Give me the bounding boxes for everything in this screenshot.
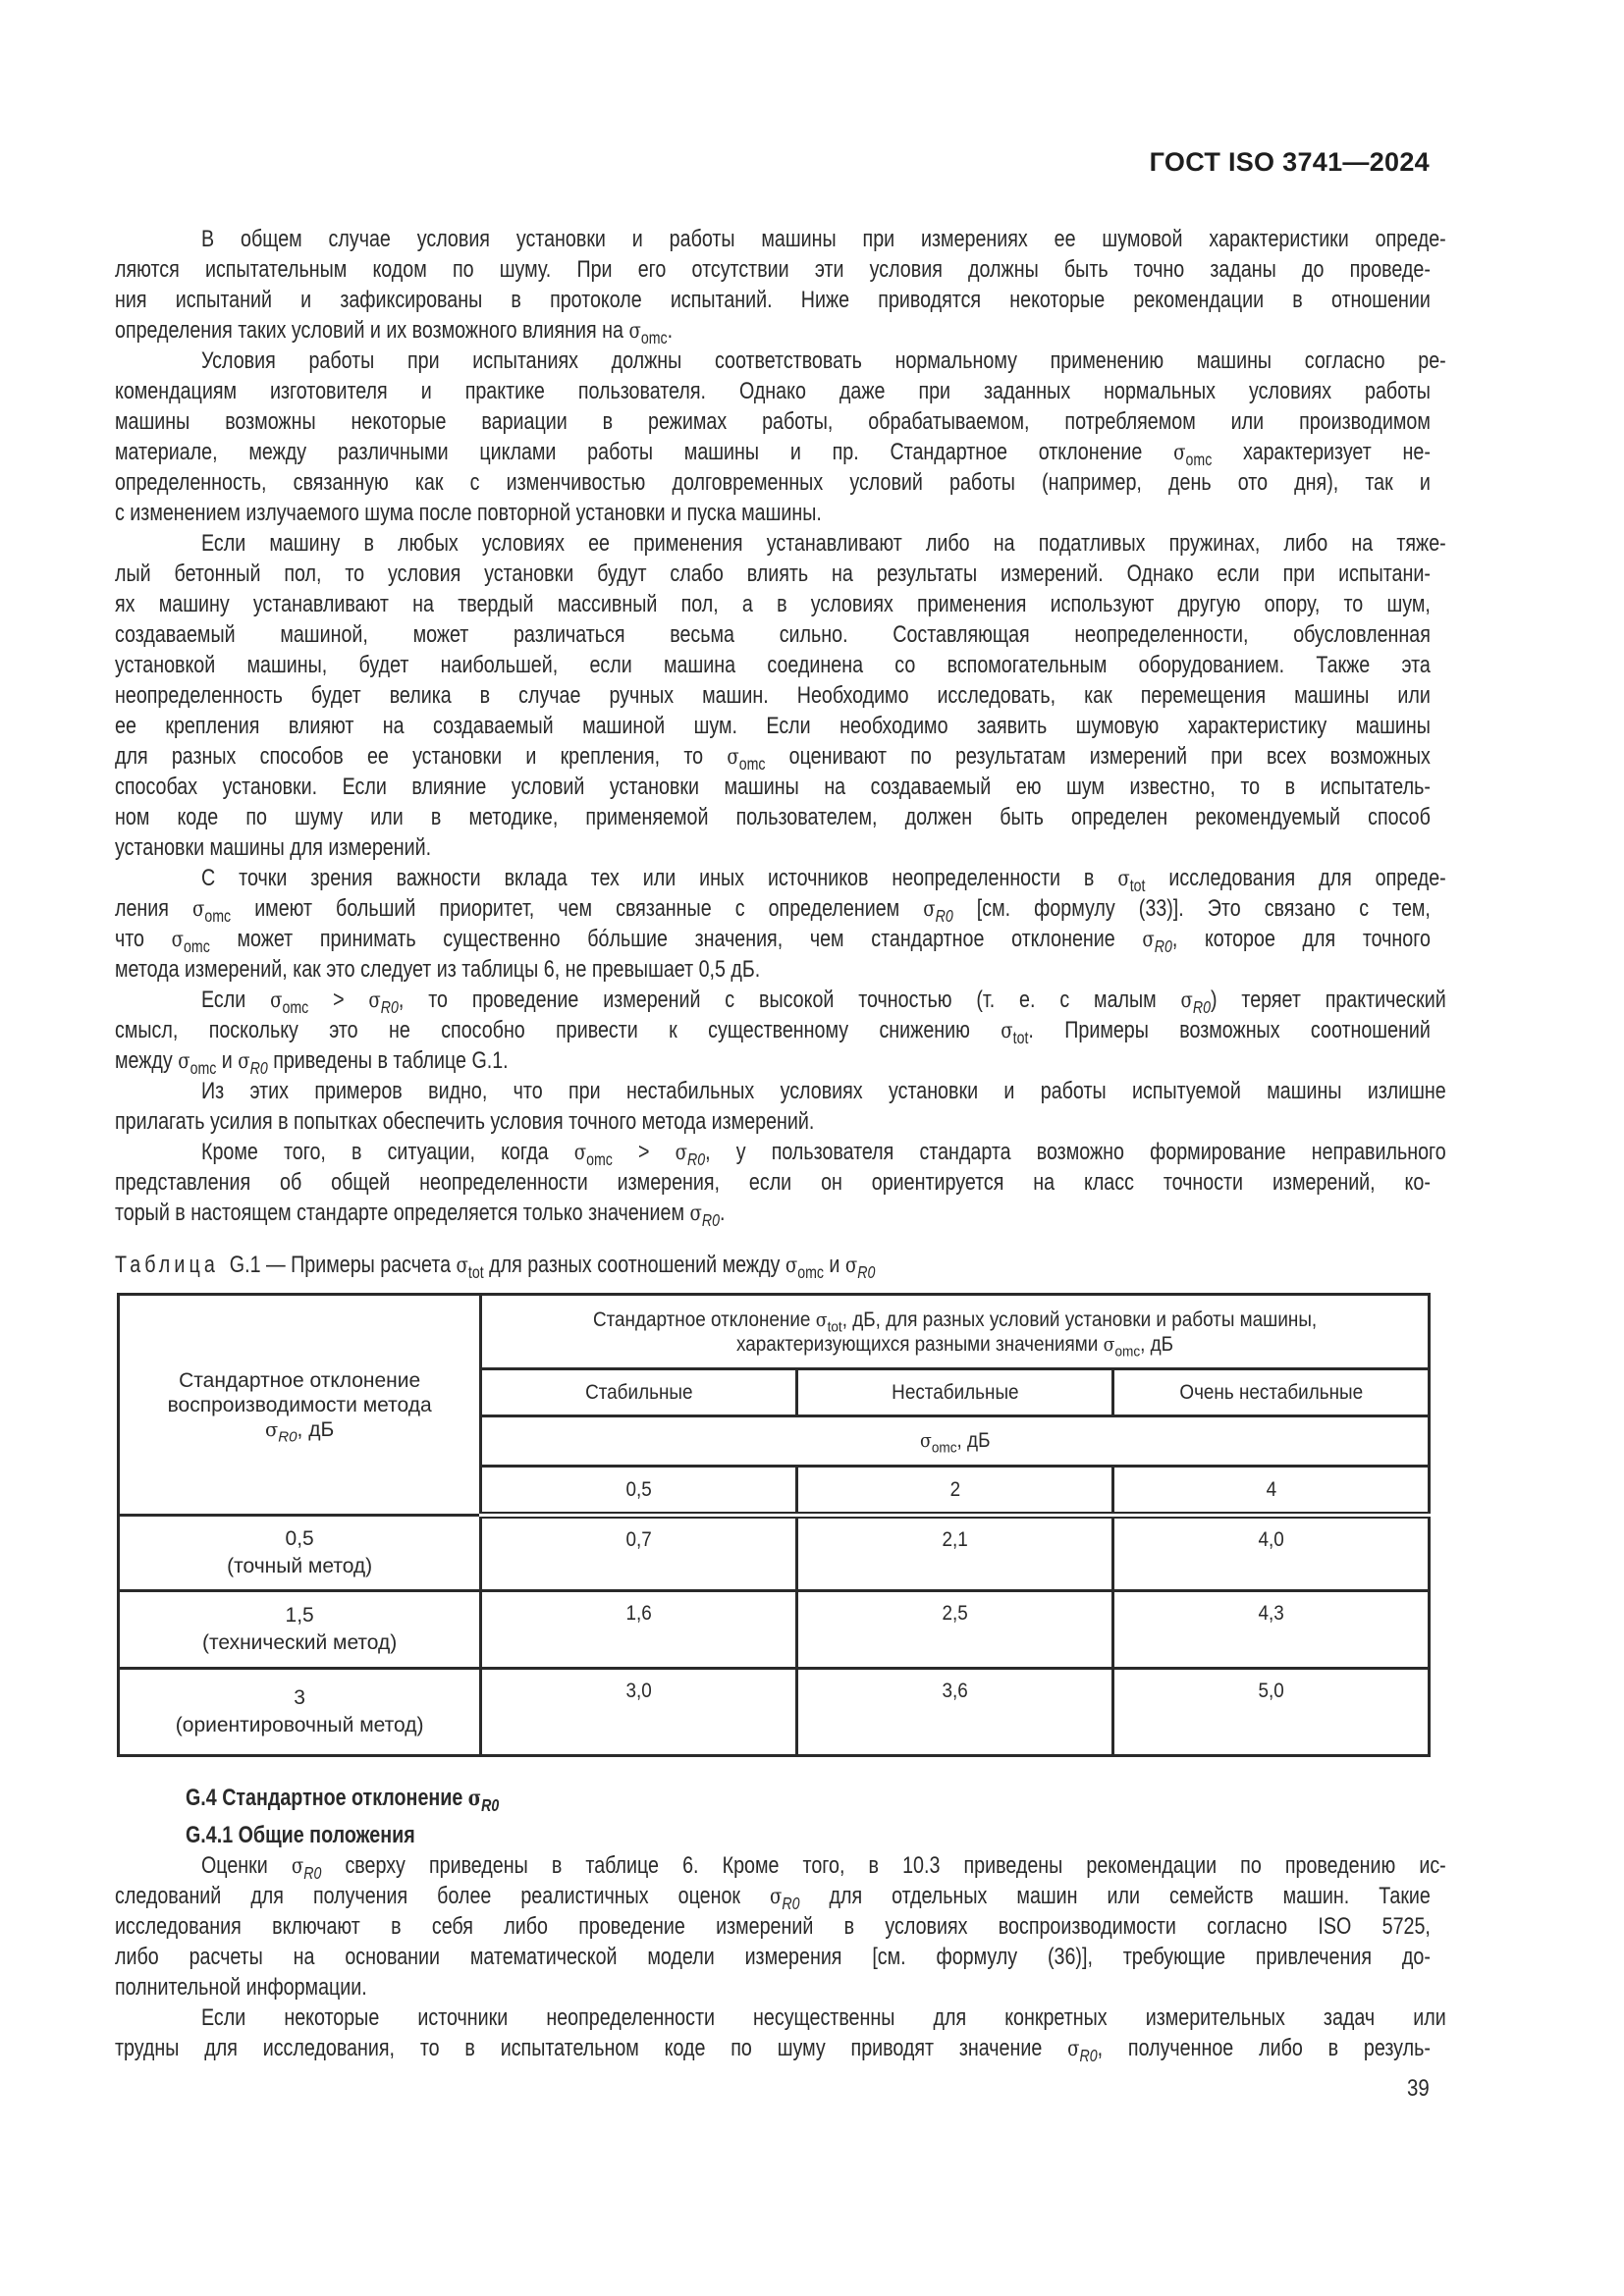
- text-line: материале, между различными циклами работы машины и пр. Стандартное отклонение $\sigma_{omc}$ характеризует не-: [115, 439, 1431, 470]
- group-header: Стандартное отклонение $\sigma_{tot}$, дБ, для разных условий установки и работы машины, характеризующихся разными значениями $\sigma_{omc}$, дБ: [481, 1295, 1430, 1369]
- table-cell: 4,0: [1112, 1516, 1429, 1591]
- omc-value: 2: [797, 1467, 1112, 1516]
- col1-header: Стандартное отклонение воспроизводимости метода $\sigma_{R0}$, дБ: [119, 1295, 481, 1516]
- text-line: Кроме того, в ситуации, когда $\sigma_{omc} > \sigma_{R0}$, у пользователя стандарта возможно формирование неправильного: [201, 1139, 1446, 1170]
- text-line: метода измерений, как это следует из таблицы 6, не превышает 0,5 дБ.: [115, 956, 761, 983]
- text-line: Если $\sigma_{omc} > \sigma_{R0}$, то проведение измерений с высокой точностью (т. е. с малым $\sigma_{R0}$) теряет практический: [201, 987, 1446, 1018]
- table-caption: Таблица G.1 — Примеры расчета $\sigma_{tot}$ для разных соотношений между $\sigma_{omc}$ и $\sigma_{R0}$: [115, 1252, 876, 1283]
- text-line: В общем случае условия установки и работы машины при измерениях ее шумовой характеристики опреде-: [201, 226, 1446, 252]
- text-line: способах установки. Если влияние условий установки машины на создаваемый ею шум известно, то в испытатель-: [115, 774, 1431, 800]
- text-line: смысл, поскольку это не способно привести к существенному снижению $\sigma_{tot}$. Примеры возможных соотношений: [115, 1017, 1431, 1048]
- text-line: либо расчеты на основании математической модели измерения [см. формулу (36)], требующие привлечения до-: [115, 1944, 1431, 1970]
- document-header: ГОСТ ISO 3741—2024: [1149, 147, 1430, 177]
- table-cell: 3,0: [481, 1669, 797, 1756]
- text-line: ее крепления влияют на создаваемый машиной шум. Если необходимо заявить шумовую характеристику машины: [115, 713, 1431, 739]
- text-line: ляются испытательным кодом по шуму. При его отсутствии эти условия должны быть точно заданы до проведе-: [115, 256, 1431, 283]
- text-line: ном коде по шуму или в методике, применяемой пользователем, должен быть определен рекомендуемый способ: [115, 804, 1431, 830]
- omc-unit-header: $\sigma_{omc}$, дБ: [481, 1416, 1430, 1467]
- text-line: определенность, связанную как с изменчивостью долговременных условий работы (например, день ото дня), так и: [115, 469, 1431, 496]
- table-cell: 2,1: [797, 1516, 1112, 1591]
- table-cell: 2,5: [797, 1591, 1112, 1669]
- omc-value: 0,5: [481, 1467, 797, 1516]
- text-line: торый в настоящем стандарте определяется только значением $\sigma_{R0}$.: [115, 1200, 726, 1231]
- text-line: между $\sigma_{omc}$ и $\sigma_{R0}$ приведены в таблице G.1.: [115, 1047, 509, 1079]
- text-line: ния испытаний и зафиксированы в протоколе испытаний. Ниже приводятся некоторые рекомендации в отношении: [115, 287, 1431, 313]
- table-cell: 3,6: [797, 1669, 1112, 1756]
- page-number: 39: [1407, 2075, 1430, 2102]
- table-cell: 5,0: [1112, 1669, 1429, 1756]
- table-row: [119, 1591, 1430, 1669]
- text-line: с изменением излучаемого шума после повторной установки и пуска машины.: [115, 500, 822, 526]
- text-line: создаваемый машиной, может различаться весьма сильно. Составляющая неопределенности, обусловленная: [115, 621, 1431, 648]
- omc-value: 4: [1112, 1467, 1429, 1516]
- text-line: машины возможны некоторые вариации в режимах работы, обрабатываемом, потребляемом или производимом: [115, 408, 1431, 435]
- table-cell: 1,6: [481, 1591, 797, 1669]
- text-line: представления об общей неопределенности измерения, если он ориентируется на класс точности измерений, ко-: [115, 1169, 1431, 1196]
- text-line: лый бетонный пол, то условия установки будут слабо влиять на результаты измерений. Однако если при испытани-: [115, 561, 1431, 587]
- text-line: комендациям изготовителя и практике пользователя. Однако даже при заданных нормальных условиях работы: [115, 378, 1431, 404]
- text-line: Оценки $\sigma_{R0}$ сверху приведены в таблице 6. Кроме того, в 10.3 приведены рекомендации по проведению ис-: [201, 1852, 1446, 1884]
- row-label: 3 (ориентировочный метод): [119, 1669, 481, 1756]
- text-line: Если машину в любых условиях ее применения устанавливают либо на податливых пружинах, либо на тяже-: [201, 530, 1446, 557]
- section-heading-g4-1: G.4.1 Общие положения: [186, 1822, 415, 1848]
- table-cell: 4,3: [1112, 1591, 1429, 1669]
- section-heading-g4: G.4 Стандартное отклонение $\sigma_{R0}$: [186, 1785, 500, 1816]
- text-line: полнительной информации.: [115, 1974, 367, 2001]
- row-label: 0,5 (точный метод): [119, 1516, 481, 1591]
- text-line: С точки зрения важности вклада тех или иных источников неопределенности в $\sigma_{tot}$ исследования для опреде-: [201, 865, 1446, 896]
- text-line: установки машины для измерений.: [115, 834, 432, 861]
- condition-very-unstable: Очень нестабильные: [1112, 1369, 1429, 1416]
- condition-stable: Стабильные: [481, 1369, 797, 1416]
- text-line: следований для получения более реалистичных оценок $\sigma_{R0}$ для отдельных машин или семейств машин. Такие: [115, 1883, 1431, 1914]
- text-line: прилагать усилия в попытках обеспечить условия точного метода измерений.: [115, 1108, 815, 1135]
- condition-unstable: Нестабильные: [797, 1369, 1112, 1416]
- table-row: [119, 1669, 1430, 1756]
- table-g1: [117, 1293, 1431, 1757]
- row-label: 1,5 (технический метод): [119, 1591, 481, 1669]
- text-line: что $\sigma_{omc}$ может принимать существенно бóльшие значения, чем стандартное отклонение $\sigma_{R0}$, которое для точного: [115, 926, 1431, 957]
- text-line: определения таких условий и их возможного влияния на $\sigma_{omc}$.: [115, 317, 674, 348]
- text-line: Из этих примеров видно, что при нестабильных условиях установки и работы испытуемой машины излишне: [201, 1078, 1446, 1104]
- table-cell: 0,7: [481, 1516, 797, 1591]
- text-line: Условия работы при испытаниях должны соответствовать нормальному применению машины согласно ре-: [201, 347, 1446, 374]
- text-line: исследования включают в себя либо проведение измерений в условиях воспроизводимости согласно ISO 5725,: [115, 1913, 1431, 1940]
- text-line: неопределенность будет велика в случае ручных машин. Необходимо исследовать, как перемещения машины или: [115, 682, 1431, 709]
- text-line: ления $\sigma_{omc}$ имеют больший приоритет, чем связанные с определением $\sigma_{R0}$ [см. формулу (33)]. Это связано с тем,: [115, 895, 1431, 927]
- table-row: [119, 1516, 1430, 1591]
- text-line: ях машину устанавливают на твердый массивный пол, а в условиях применения используют другую опору, то шум,: [115, 591, 1431, 617]
- text-line: установкой машины, будет наибольшей, если машина соединена со вспомогательным оборудованием. Также эта: [115, 652, 1431, 678]
- text-line: трудны для исследования, то в испытательном коде по шуму приводят значение $\sigma_{R0}$, полученное либо в резуль-: [115, 2035, 1431, 2066]
- text-line: для разных способов ее установки и крепления, то $\sigma_{omc}$ оценивают по результатам измерений при всех возможных: [115, 743, 1431, 774]
- text-line: Если некоторые источники неопределенности несущественны для конкретных измерительных задач или: [201, 2004, 1446, 2031]
